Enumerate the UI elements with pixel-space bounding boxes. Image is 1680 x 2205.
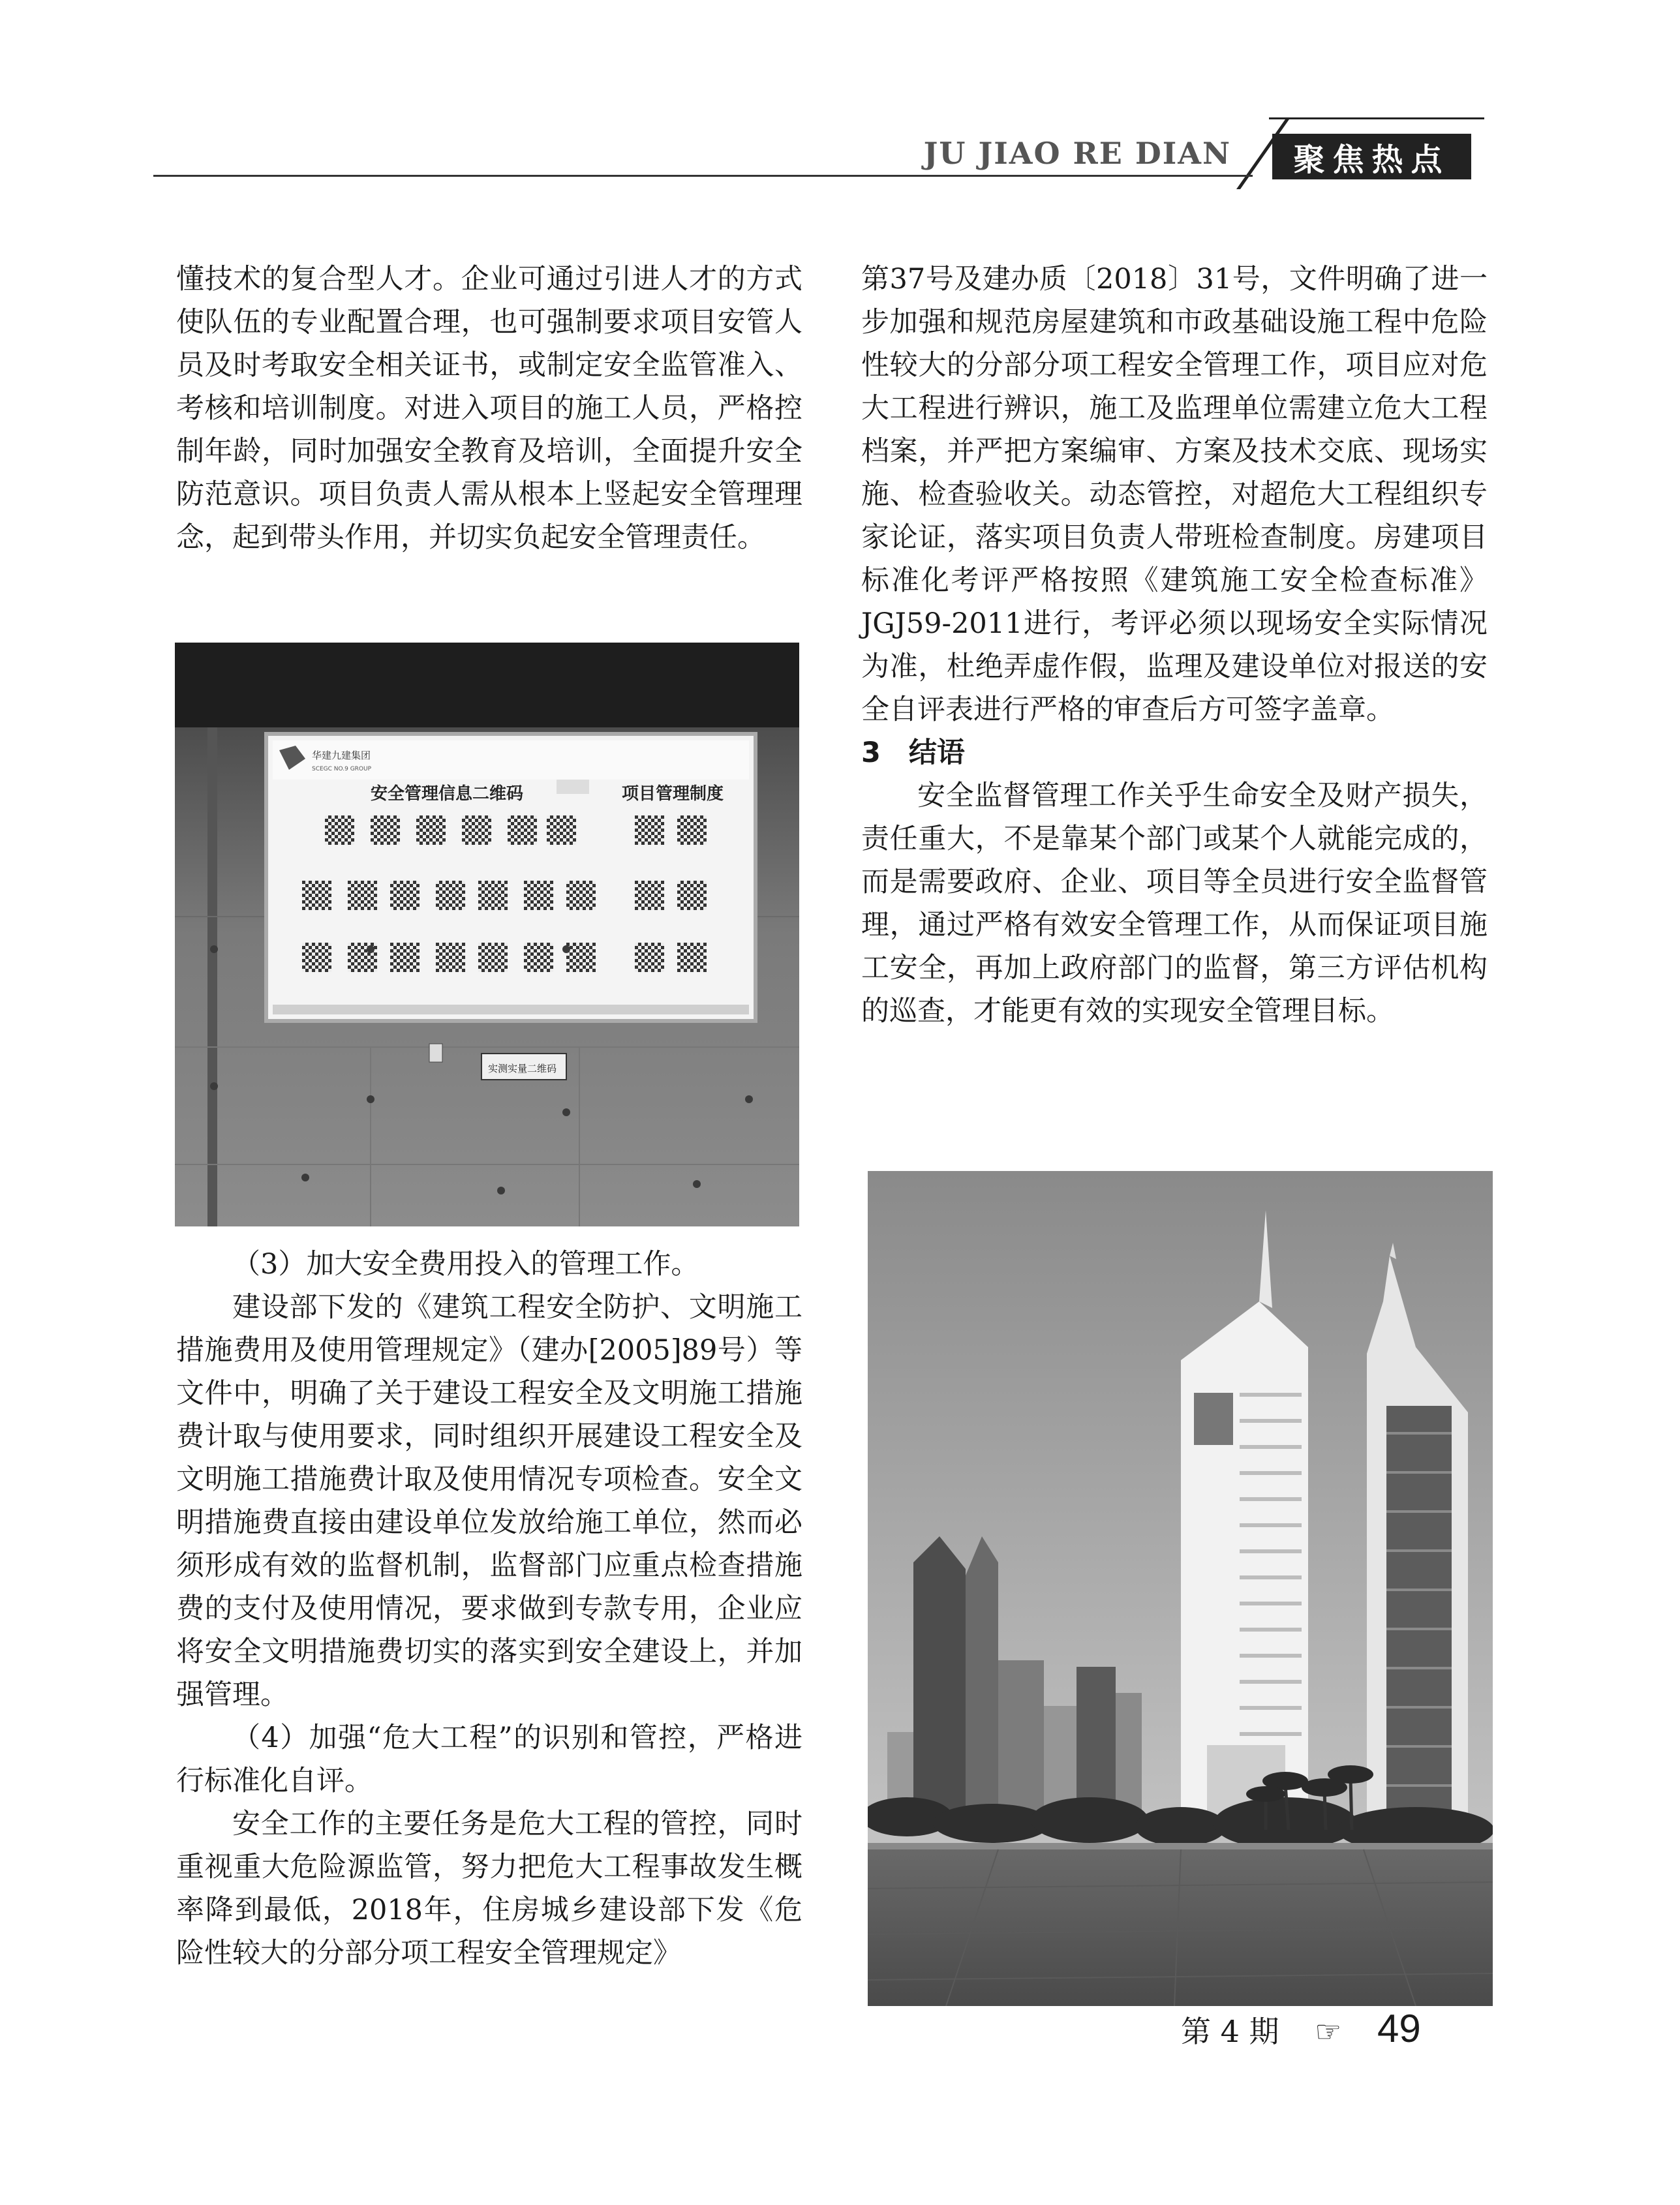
small-sign-label: 实测实量二维码 bbox=[488, 1063, 557, 1074]
photo-skyscrapers bbox=[868, 1171, 1493, 2006]
left-column-bottom bbox=[176, 1243, 802, 1975]
qr-board-illustration bbox=[175, 643, 799, 1226]
header-rule bbox=[153, 175, 1253, 177]
company-name: 华建九建集团 bbox=[312, 750, 371, 761]
header-section-tag: 聚焦热点 bbox=[1272, 134, 1471, 179]
board-title-right: 项目管理制度 bbox=[622, 784, 724, 804]
photo-qr-board bbox=[175, 643, 799, 1226]
paragraph: （3）加大安全费用投入的管理工作。 bbox=[232, 1248, 699, 1281]
board-title-left: 安全管理信息二维码 bbox=[371, 784, 524, 804]
header-top-rule bbox=[1269, 117, 1484, 119]
paragraph: 安全监督管理工作关乎生命安全及财产损失，责任重大，不是靠某个部门或某个人就能完成的，而是需要政府、企业、项目等全员进行安全监督管理，通过严格有效安全管理工作，从而保证项目施工安全，再加上政府部门的监督，第三方评估机构的巡查，才能更有效的实现安全管理目标。 bbox=[861, 780, 1488, 1027]
right-column bbox=[861, 258, 1488, 1033]
skyscraper-illustration bbox=[868, 1171, 1493, 2006]
issue-label: 第 4 期 bbox=[1181, 2014, 1279, 2049]
header-pinyin: JU JIAO RE DIAN bbox=[923, 136, 1231, 171]
section-heading: 3 结语 bbox=[861, 737, 965, 769]
pointing-hand-icon: ☞ bbox=[1315, 2014, 1342, 2049]
paragraph: （4）加强“危大工程”的识别和管控，严格进行标准化自评。 bbox=[176, 1722, 802, 1797]
paragraph: 建设部下发的《建筑工程安全防护、文明施工措施费用及使用管理规定》（建办[2005]89号）等文件中，明确了关于建设工程安全及文明施工措施费计取与使用要求，同时组织开展建设工程安全及文明施工措施费计取及使用情况专项检查。安全文明措施费直接由建设单位发放给施工单位，然而必须形成有效的监督机制，监督部门应重点检查措施费的支付及使用情况，要求做到专款专用，企业应将安全文明措施费切实的落实到安全建设上，并加强管理。 bbox=[176, 1291, 802, 1711]
page-footer bbox=[1181, 2006, 1421, 2051]
paragraph: 安全工作的主要任务是危大工程的管控，同时重视重大危险源监管，努力把危大工程事故发生概率降到最低，2018年，住房城乡建设部下发《危险性较大的分部分项工程安全管理规定》 bbox=[176, 1808, 802, 1969]
paragraph: 懂技术的复合型人才。企业可通过引进人才的方式使队伍的专业配置合理，也可强制要求项目安管人员及时考取安全相关证书，或制定安全监管准入、考核和培训制度。对进入项目的施工人员，严格控制年龄，同时加强安全教育及培训，全面提升安全防范意识。项目负责人需从根本上竖起安全管理理念，起到带头作用，并切实负起安全管理责任。 bbox=[176, 263, 802, 554]
page-number: 49 bbox=[1377, 2007, 1421, 2050]
company-name-en: SCEGC NO.9 GROUP bbox=[312, 766, 372, 772]
paragraph: 第37号及建办质〔2018〕31号，文件明确了进一步加强和规范房屋建筑和市政基础设施工程中危险性较大的分部分项工程安全管理工作，项目应对危大工程进行辨识，施工及监理单位需建立危大工程档案，并严把方案编审、方案及技术交底、现场实施、检查验收关。动态管控，对超危大工程组织专家论证，落实项目负责人带班检查制度。房建项目标准化考评严格按照《建筑施工安全检查标准》JGJ59-2011进行，考评必须以现场安全实际情况为准，杜绝弄虚作假，监理及建设单位对报送的安全自评表进行严格的审查后方可签字盖章。 bbox=[861, 263, 1488, 726]
left-column-top bbox=[176, 258, 802, 559]
